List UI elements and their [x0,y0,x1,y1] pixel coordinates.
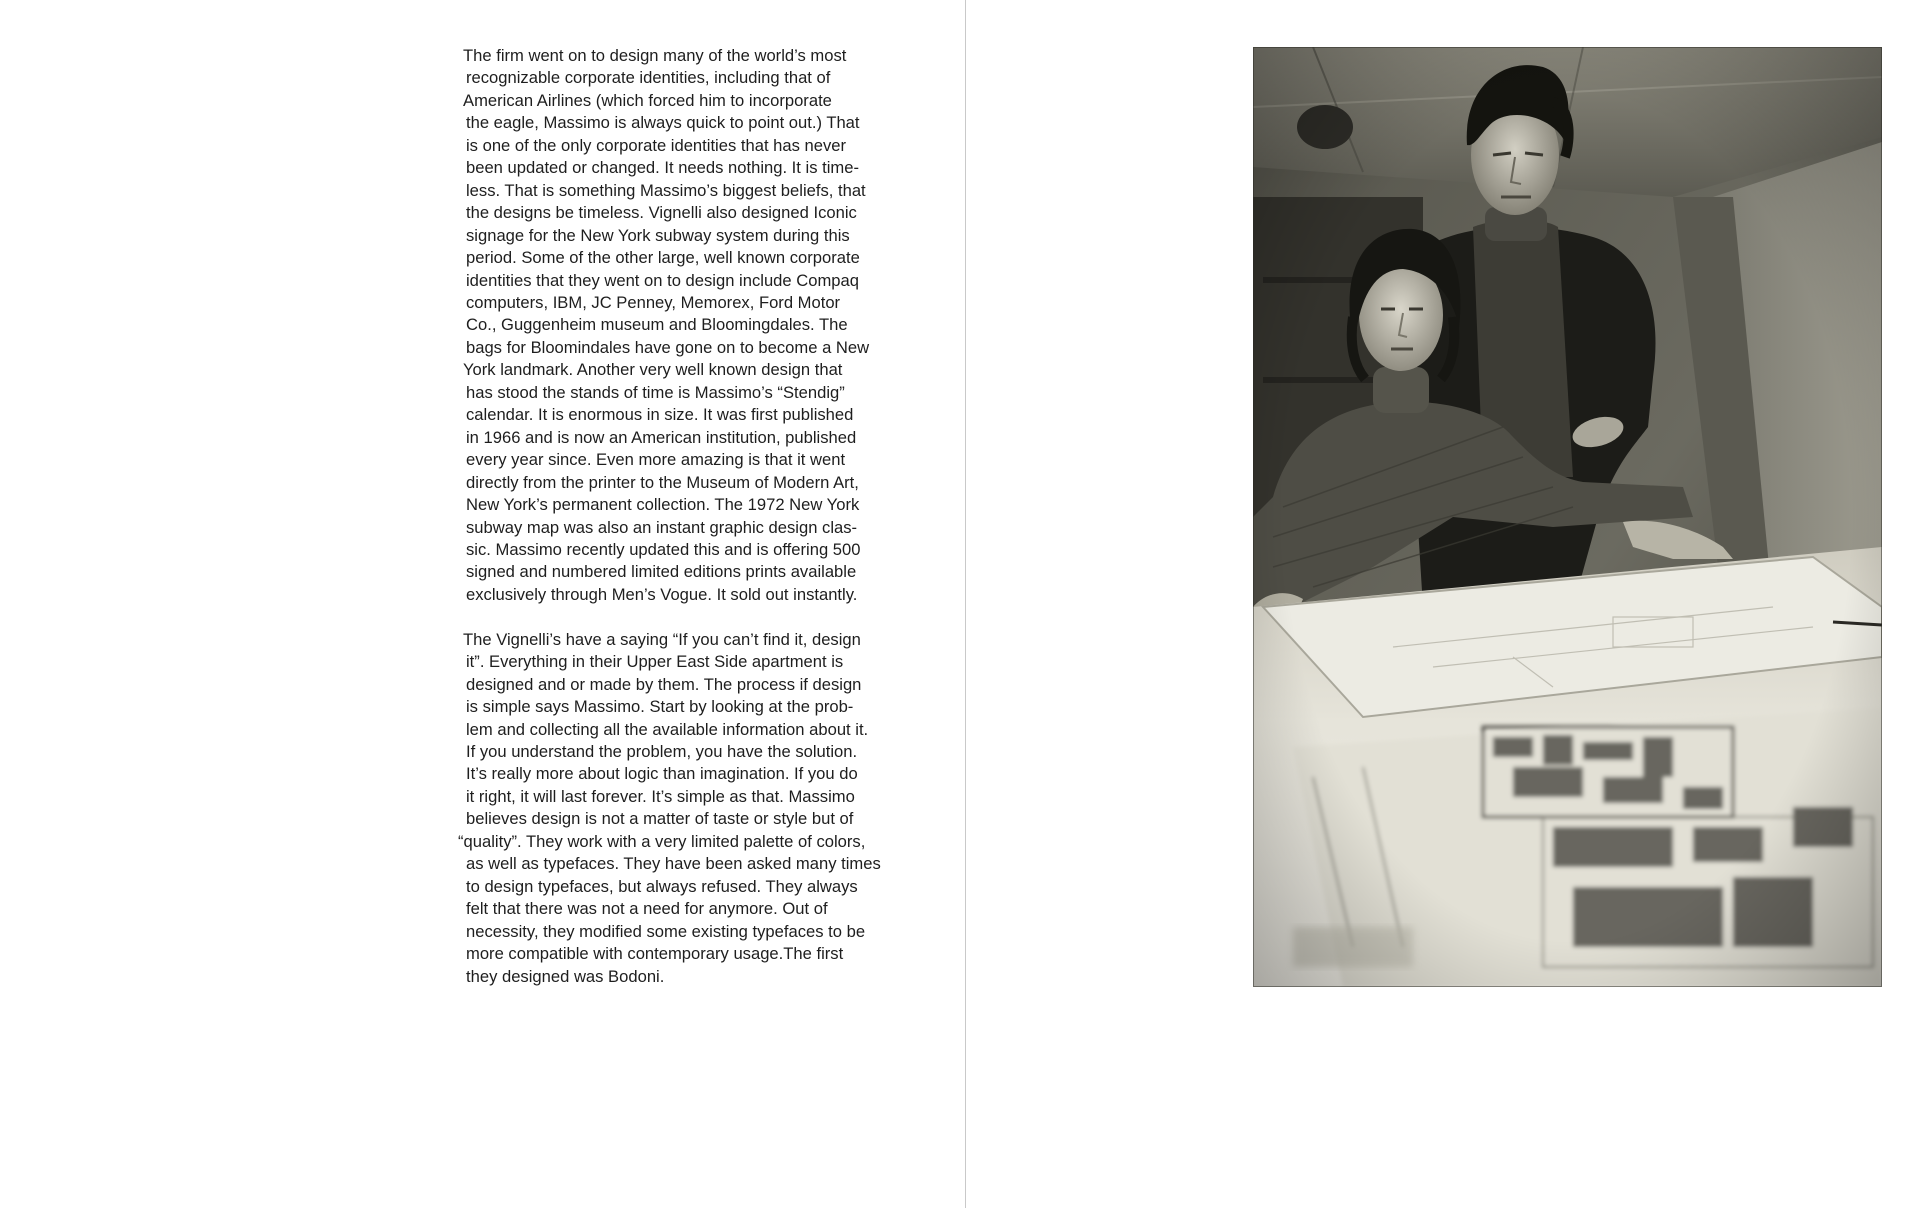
text-line: lem and collecting all the available information about it. [466,719,869,739]
text-line: signed and numbered limited editions prints available [466,562,857,582]
text-line: calendar. It is enormous in size. It was first published [466,405,854,425]
text-line: more compatible with contemporary usage.The first [466,944,844,964]
text-line: computers, IBM, JC Penney, Memorex, Ford Motor [466,292,841,312]
text-line: subway map was also an instant graphic design clas- [466,517,858,537]
paragraph-2 [458,629,893,988]
text-line: as well as typefaces. They have been asked many times [466,854,881,874]
text-line: New York’s permanent collection. The 1972 New York [466,495,860,515]
text-line: it right, it will last forever. It’s simple as that. Massimo [466,786,855,806]
text-line: exclusively through Men’s Vogue. It sold out instantly. [466,584,858,604]
text-line: in 1966 and is now an American institution, published [466,427,857,447]
text-line: The firm went on to design many of the world’s most [463,46,847,65]
text-line: York landmark. Another very well known design that [463,360,843,380]
article-text-column [458,45,893,988]
text-line: to design typefaces, but always refused. They always [466,876,858,896]
text-line: The Vignelli’s have a saying “If you can’t find it, design [463,629,861,649]
text-line: signage for the New York subway system during this [466,225,850,245]
text-line: is simple says Massimo. Start by looking at the prob- [466,697,854,717]
text-line: less. That is something Massimo’s biggest beliefs, that [466,180,866,200]
text-line: has stood the stands of time is Massimo’s “Stendig” [466,382,845,402]
text-line: necessity, they modified some existing typefaces to be [466,921,866,941]
text-line: recognizable corporate identities, including that of [466,68,831,88]
text-line: Co., Guggenheim museum and Bloomingdales. The [466,315,848,335]
text-line: designed and or made by them. The process if design [466,674,862,694]
text-line: “quality”. They work with a very limited palette of colors, [458,831,866,851]
text-line: it”. Everything in their Upper East Side apartment is [466,652,844,672]
text-line: been updated or changed. It needs nothing. It is time- [466,158,859,178]
text-line: identities that they went on to design include Compaq [466,270,859,290]
black-and-white-photograph-of-two-designers-at-drafting-table-icon [1253,47,1882,987]
text-line: believes design is not a matter of taste or style but of [466,809,854,829]
text-line: every year since. Even more amazing is that it went [466,450,846,470]
text-line: directly from the printer to the Museum of Modern Art, [466,472,859,492]
text-line: is one of the only corporate identities that has never [466,135,847,155]
text-line: It’s really more about logic than imagination. If you do [466,764,858,784]
paragraph-spacer [463,606,893,628]
text-line: American Airlines (which forced him to incorporate [463,90,832,110]
text-line: bags for Bloomindales have gone on to become a New [466,337,870,357]
text-line: period. Some of the other large, well known corporate [466,248,860,268]
paragraph-1 [463,45,893,606]
spine-divider [965,0,966,1208]
text-line: If you understand the problem, you have the solution. [466,742,858,762]
text-line: the eagle, Massimo is always quick to point out.) That [466,113,860,133]
text-line: they designed was Bodoni. [466,966,665,986]
text-line: sic. Massimo recently updated this and is offering 500 [466,539,861,559]
text-line: the designs be timeless. Vignelli also designed Iconic [466,203,857,223]
text-line: felt that there was not a need for anymore. Out of [466,899,828,919]
